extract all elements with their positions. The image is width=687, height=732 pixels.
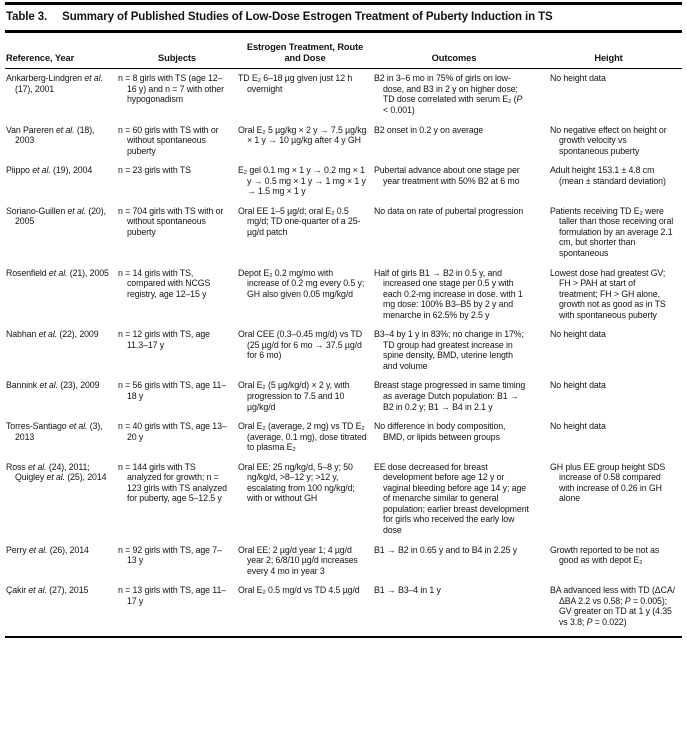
table-row xyxy=(5,206,682,268)
cell-subjects: n = 40 girls with TS, age 13–20 y xyxy=(118,421,227,442)
cell-outcomes: B1 → B3–4 in 1 y xyxy=(374,585,441,596)
table-row xyxy=(5,69,682,125)
cell-treatment: E₂ gel 0.1 mg × 1 y → 0.2 mg × 1 y → 0.5 mg × 1 y → 1 mg × 1 y → 1.5 mg × 1 y xyxy=(238,165,366,197)
table-row xyxy=(5,329,682,380)
cell-outcomes: EE dose decreased for breast development before age 12 y or vaginal bleeding before age 14 y; age of menarche similar to general population; earlier breast development for girls who received the early low dose xyxy=(374,461,529,535)
column-header-treatment: Estrogen Treatment, Route and Dose xyxy=(237,33,373,69)
table-row xyxy=(5,585,682,637)
cell-subjects: n = 23 girls with TS xyxy=(118,165,191,176)
cell-height: Growth reported to be not as good as with depot E₂ xyxy=(550,544,660,566)
cell-reference: Ankarberg-Lindgren et al. (17), 2001 xyxy=(6,73,103,94)
table-row xyxy=(5,380,682,421)
cell-outcomes: B2 onset in 0.2 y on average xyxy=(374,124,484,135)
cell-outcomes: Pubertal advance about one stage per year treatment with 50% B2 at 6 mo xyxy=(374,165,520,186)
cell-outcomes: B1 → B2 in 0.65 y and to B4 in 2.25 y xyxy=(374,544,518,555)
table-row xyxy=(5,268,682,330)
cell-reference: Çakir et al. (27), 2015 xyxy=(6,585,89,596)
cell-subjects: n = 60 girls with TS with or without spontaneous puberty xyxy=(118,124,219,156)
cell-reference: Piippo et al. (19), 2004 xyxy=(6,165,93,176)
table-row xyxy=(5,421,682,462)
cell-height: Adult height 153.1 ± 4.8 cm (mean ± standard deviation) xyxy=(550,165,666,186)
cell-reference: Van Pareren et al. (18), 2003 xyxy=(6,124,95,146)
cell-height: No height data xyxy=(550,380,606,391)
cell-height: No height data xyxy=(550,421,606,432)
cell-reference: Perry et al. (26), 2014 xyxy=(6,544,89,555)
cell-reference: Bannink et al. (23), 2009 xyxy=(6,380,100,391)
cell-outcomes: B2 in 3–6 mo in 75% of girls on low-dose, and B3 in 2 y on higher dose; TD dose correlated with serum E₂ (P < 0.001) xyxy=(374,73,523,115)
cell-treatment: Oral EE: 2 µg/d year 1; 4 µg/d year 2; 6/8/10 µg/d increases every 4 mo in year 3 xyxy=(238,544,358,576)
cell-subjects: n = 12 girls with TS, age 11.3–17 y xyxy=(118,329,210,350)
table-header xyxy=(5,33,682,69)
cell-height: Patients receiving TD E₂ were taller than those receiving oral formulation by an average 2.1 cm, but shorter than spontaneous xyxy=(550,205,674,258)
cell-subjects: n = 8 girls with TS (age 12–16 y) and n = 7 with other hypogonadism xyxy=(118,73,224,105)
cell-subjects: n = 56 girls with TS, age 11–18 y xyxy=(118,380,227,401)
cell-subjects: n = 92 girls with TS, age 7–13 y xyxy=(118,544,222,566)
cell-reference: Rosenfield et al. (21), 2005 xyxy=(6,267,109,278)
cell-treatment: TD E₂ 6–18 µg given just 12 h overnight xyxy=(238,73,353,94)
cell-treatment: Oral E₂ (average, 2 mg) vs TD E₂ (average, 0.1 mg), dose titrated to plasma E₂ xyxy=(238,421,367,453)
table-row xyxy=(5,125,682,166)
cell-height: BA advanced less with TD (ΔCA/ΔBA 2.2 vs 0.58; P = 0.005); GV greater on TD at 1 y (4.35 vs 3.8; P = 0.022) xyxy=(550,585,675,627)
cell-treatment: Oral E₂ (5 µg/kg/d) × 2 y, with progression to 7.5 and 10 µg/kg/d xyxy=(238,380,350,412)
cell-outcomes: B3–4 by 1 y in 83%; no change in 17%; TD group had greatest increase in spine density, BMD, uterine length and volume xyxy=(374,329,524,371)
table-row xyxy=(5,165,682,206)
cell-subjects: n = 704 girls with TS with or without spontaneous puberty xyxy=(118,205,224,237)
cell-height: No negative effect on height or growth velocity vs spontaneous puberty xyxy=(550,124,667,156)
cell-treatment: Oral EE: 25 ng/kg/d, 5–8 y; 50 ng/kg/d, >8–12 y; >12 y, escalating from 100 ng/kg/d; with or without GH xyxy=(238,461,355,504)
cell-outcomes: No data on rate of pubertal progression xyxy=(374,205,524,216)
table-title: Summary of Published Studies of Low-Dose Estrogen Treatment of Puberty Induction in TS xyxy=(62,11,553,23)
cell-reference: Soriano-Guillen et al. (20), 2005 xyxy=(6,205,106,227)
cell-reference: Torres-Santiago et al. (3), 2013 xyxy=(6,421,103,442)
cell-treatment: Depot E₂ 0.2 mg/mo with increase of 0.2 mg every 0.5 y; GH also given 0.05 mg/kg/d xyxy=(238,267,365,299)
cell-height: Lowest dose had greatest GV; FH > PAH at start of treatment; FH > GH alone, growth not as good as in TS with spontaneous puberty xyxy=(550,267,666,320)
cell-height: No height data xyxy=(550,73,606,84)
table-row xyxy=(5,462,682,545)
cell-subjects: n = 13 girls with TS, age 11–17 y xyxy=(118,585,227,606)
column-header-reference: Reference, Year xyxy=(5,33,117,69)
column-header-height: Height xyxy=(535,33,682,69)
cell-treatment: Oral EE 1–5 µg/d; oral E₂ 0.5 mg/d; TD one-quarter of a 25-µg/d patch xyxy=(238,205,361,237)
cell-reference: Nabhan et al. (22), 2009 xyxy=(6,329,99,340)
table-caption xyxy=(5,5,682,30)
column-header-outcomes: Outcomes xyxy=(373,33,535,69)
cell-treatment: Oral CEE (0.3–0.45 mg/d) vs TD (25 µg/d for 6 mo → 37.5 µg/d for 6 mo) xyxy=(238,329,362,361)
cell-subjects: n = 144 girls with TS analyzed for growth; n = 123 girls with TS analyzed for puberty, age 5–12.5 y xyxy=(118,461,227,504)
studies-table xyxy=(5,33,682,638)
table-row xyxy=(5,545,682,586)
cell-height: No height data xyxy=(550,329,606,340)
cell-treatment: Oral E₂ 0.5 mg/d vs TD 4.5 µg/d xyxy=(238,585,360,596)
cell-outcomes: Breast stage progressed in same timing as average Dutch population: B1 → B2 in 0.2 y; B1 → B4 in 2.1 y xyxy=(374,380,526,412)
cell-outcomes: No difference in body composition, BMD, or lipids between groups xyxy=(374,421,506,442)
cell-subjects: n = 14 girls with TS, compared with NCGS registry, age 12–15 y xyxy=(118,267,211,299)
column-header-subjects: Subjects xyxy=(117,33,237,69)
cell-height: GH plus EE group height SDS increase of 0.58 compared with increase of 0.26 in GH alone xyxy=(550,461,666,504)
table-label: Table 3. xyxy=(6,11,48,23)
cell-outcomes: Half of girls B1 → B2 in 0.5 y, and increased one stage per 0.5 y with each 0.2-mg increase in dose. with 1 mg dose: 100% B3–B5 by 2 y and menarche in 62.5% by 2.5 y xyxy=(374,267,523,320)
cell-treatment: Oral E₂ 5 µg/kg × 2 y → 7.5 µg/kg × 1 y → 10 µg/kg after 4 y GH xyxy=(238,124,367,146)
cell-reference: Ross et al. (24), 2011; Quigley et al. (25), 2014 xyxy=(6,461,107,483)
table-body xyxy=(5,69,682,638)
